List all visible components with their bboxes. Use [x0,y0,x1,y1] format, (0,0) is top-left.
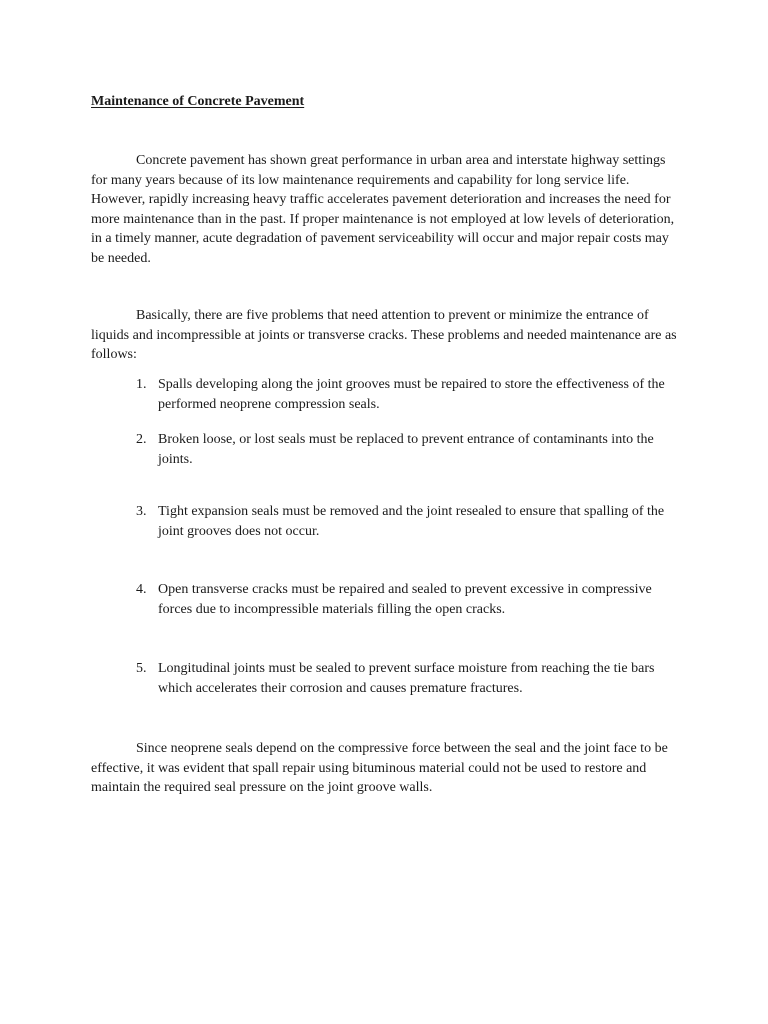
list-item-text: Tight expansion seals must be removed and the joint resealed to ensure that spalling of the joint grooves does not occur. [158,504,665,539]
list-item [136,659,676,698]
list-item-number: 4. [136,582,147,597]
list-item-number: 1. [136,377,147,392]
list-item-number: 3. [136,504,147,519]
list-item-text: Open transverse cracks must be repaired and sealed to prevent excessive in compressive forces due to incompressible materials filling the open cracks. [158,582,652,617]
list-item [136,580,676,619]
paragraph-problems: Basically, there are five problems that need attention to prevent or minimize the entrance of liquids and incompressible at joints or transverse cracks. These problems and needed maintenance are as follows: [91,308,677,362]
document-title: Maintenance of Concrete Pavement [91,94,305,109]
list-item [136,502,676,541]
list-item [136,430,676,469]
paragraph-intro: Concrete pavement has shown great performance in urban area and interstate highway settings for many years because of its low maintenance requirements and capability for long service life. However, rapidly increasing heavy traffic accelerates pavement deterioration and increases the need for more maintenance than in the past. If proper maintenance is not employed at low levels of deterioration, in a timely manner, acute degradation of pavement serviceability will occur and major repair costs may be needed. [91,153,675,266]
list-item-number: 5. [136,661,147,676]
list-item-text: Broken loose, or lost seals must be replaced to prevent entrance of contaminants into the joints. [158,432,654,467]
paragraph-conclusion: Since neoprene seals depend on the compressive force between the seal and the joint face to be effective, it was evident that spall repair using bituminous material could not be used to restore and maintain the required seal pressure on the joint groove walls. [91,741,668,795]
list-item [136,375,676,414]
list-item-number: 2. [136,432,147,447]
list-item-text: Longitudinal joints must be sealed to prevent surface moisture from reaching the tie bars which accelerates their corrosion and causes premature fractures. [158,661,655,696]
list-item-text: Spalls developing along the joint grooves must be repaired to store the effectiveness of the performed neoprene compression seals. [158,377,665,412]
